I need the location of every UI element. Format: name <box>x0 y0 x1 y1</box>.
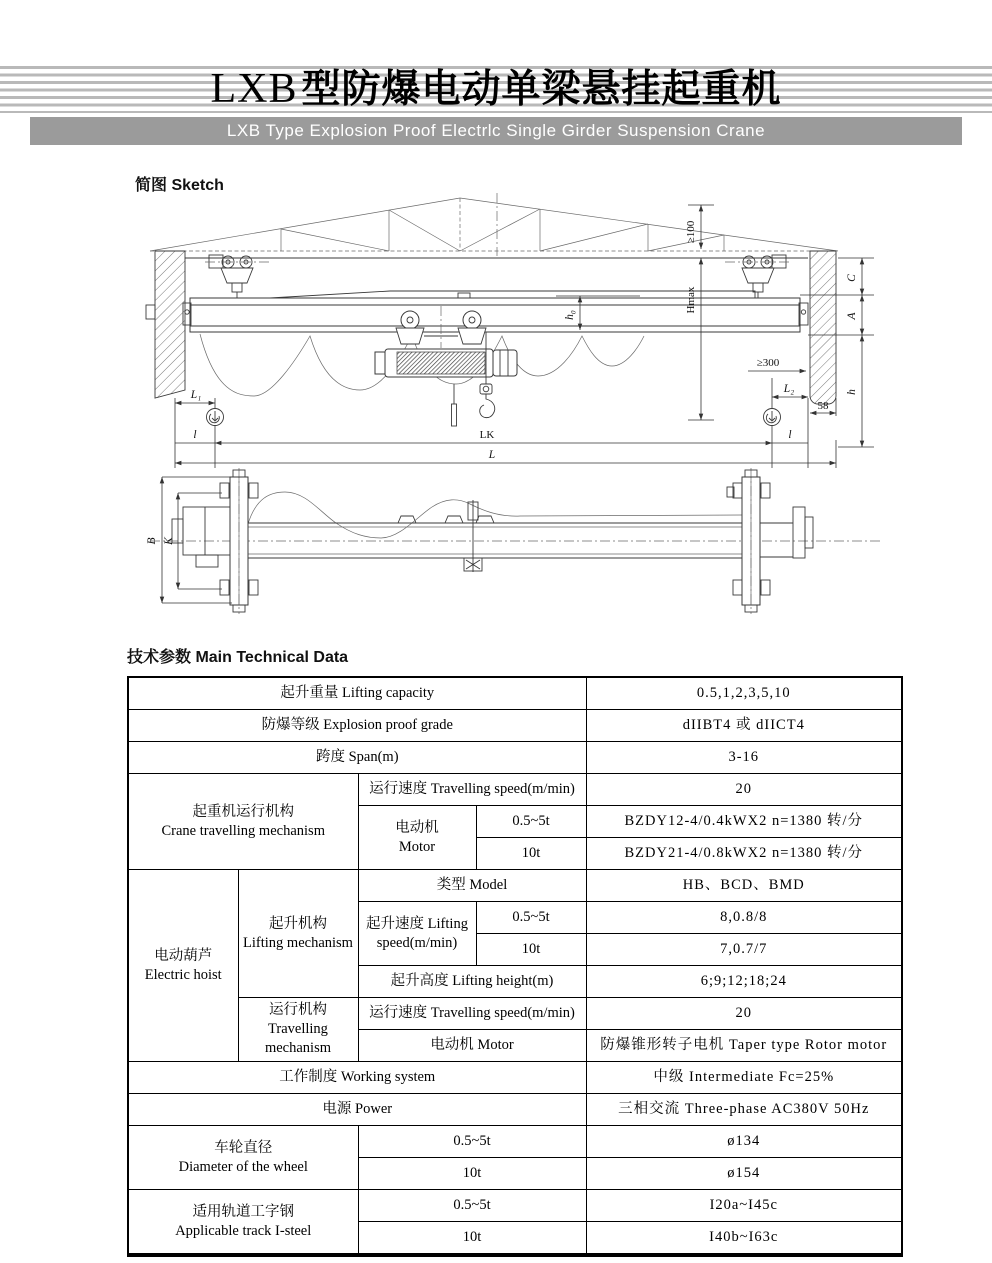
row-value: 20 <box>586 774 902 806</box>
row-condition: 0.5~5t <box>358 1190 586 1222</box>
dim-label-l-right: l <box>788 429 792 441</box>
row-label: 类型 Model <box>358 870 586 902</box>
table-row <box>128 1094 902 1126</box>
group-label-electric-hoist: 电动葫芦 Electric hoist <box>128 870 238 1062</box>
row-label: 工作制度 Working system <box>128 1062 586 1094</box>
row-value: 三相交流 Three-phase AC380V 50Hz <box>586 1094 902 1126</box>
row-value: 7,0.7/7 <box>586 934 902 966</box>
row-value: 3-16 <box>586 742 902 774</box>
table-section-title: 技术参数 Main Technical Data <box>127 649 349 666</box>
row-condition: 0.5~5t <box>476 806 586 838</box>
dim-label-ge100: ≥100 <box>685 220 697 244</box>
roof-truss <box>150 193 838 256</box>
dim-b <box>146 477 232 603</box>
table-row <box>128 1062 902 1094</box>
row-value: 20 <box>586 998 902 1030</box>
row-condition: 10t <box>358 1158 586 1190</box>
dim-label-k: K <box>163 537 175 545</box>
technical-data-table <box>127 676 903 1257</box>
dim-label-lk: LK <box>479 429 495 441</box>
row-value: BZDY12-4/0.4kWX2 n=1380 转/分 <box>586 806 902 838</box>
dim-label-l1: L₁ <box>190 389 202 401</box>
hoist-hook <box>452 332 495 426</box>
table-row <box>128 710 902 742</box>
page-title-prefix: LXB <box>210 66 298 112</box>
group-label-motor: 电动机 Motor <box>358 806 476 870</box>
row-value: dIIBT4 或 dIICT4 <box>586 710 902 742</box>
end-truck-left <box>172 468 258 614</box>
group-label-wheel-diameter: 车轮直径 Diameter of the wheel <box>128 1126 358 1190</box>
page-title-cn: 型防爆电动单梁悬挂起重机 <box>301 67 782 112</box>
suspension-trolley-right <box>725 255 790 298</box>
dim-ge300 <box>748 357 806 371</box>
row-value: 中级 Intermediate Fc=25% <box>586 1062 902 1094</box>
dim-label-l2: L₂ <box>783 383 795 395</box>
plan-view <box>146 468 880 614</box>
left-wall-hatch <box>146 251 185 398</box>
row-condition: 10t <box>476 934 586 966</box>
row-label: 跨度 Span(m) <box>128 742 586 774</box>
row-condition: 10t <box>358 1222 586 1256</box>
row-label: 起升重量 Lifting capacity <box>128 677 586 710</box>
dim-label-a: A <box>846 312 858 320</box>
main-girder-elevation <box>183 291 808 332</box>
dim-label-L: L <box>488 449 496 461</box>
table-row <box>128 1190 902 1222</box>
dim-label-58: 58 <box>817 400 829 412</box>
table-row <box>128 1126 902 1158</box>
dim-l2 <box>772 383 808 397</box>
crane-sketch-drawing <box>115 192 895 637</box>
row-label: 电动机 Motor <box>358 1030 586 1062</box>
dim-lk-l <box>175 398 836 468</box>
dim-label-b: B <box>146 537 158 545</box>
row-value: 0.5,1,2,3,5,10 <box>586 677 902 710</box>
table-row <box>128 774 902 806</box>
sketch-section-title: 简图 Sketch <box>135 177 224 194</box>
dim-label-h0: h₀ <box>564 310 576 320</box>
table-row <box>128 742 902 774</box>
row-value: 防爆锥形转子电机 Taper type Rotor motor <box>586 1030 902 1062</box>
row-label-lift-speed: 起升速度 Lifting speed(m/min) <box>358 902 476 966</box>
right-wall-hatch <box>810 251 836 404</box>
group-label-crane-travel: 起重机运行机构 Crane travelling mechanism <box>128 774 358 870</box>
row-value: BZDY21-4/0.8kWX2 n=1380 转/分 <box>586 838 902 870</box>
dim-label-hmax: Hmax <box>685 286 697 314</box>
group-label-track-steel: 适用轨道工字钢 Applicable track I-steel <box>128 1190 358 1256</box>
table-row <box>128 998 902 1030</box>
row-value: HB、BCD、BMD <box>586 870 902 902</box>
table-row <box>128 677 902 710</box>
row-condition: 0.5~5t <box>476 902 586 934</box>
row-value: 8,0.8/8 <box>586 902 902 934</box>
dim-ge100 <box>685 205 714 249</box>
dim-label-h: h <box>846 389 858 395</box>
row-label: 防爆等级 Explosion proof grade <box>128 710 586 742</box>
row-value: I20a~I45c <box>586 1190 902 1222</box>
dim-label-ge300: ≥300 <box>756 357 780 369</box>
row-label: 电源 Power <box>128 1094 586 1126</box>
dim-label-c: C <box>846 274 858 282</box>
subtitle-text: LXB Type Explosion Proof Electrlc Single Girder Suspension Crane <box>226 121 766 140</box>
row-label: 运行速度 Travelling speed(m/min) <box>358 998 586 1030</box>
row-value: I40b~I63c <box>586 1222 902 1256</box>
page-title <box>0 64 992 114</box>
group-label-lifting-mechanism: 起升机构 Lifting mechanism <box>238 870 358 998</box>
row-label: 运行速度 Travelling speed(m/min) <box>358 774 586 806</box>
row-value: ø134 <box>586 1126 902 1158</box>
suspension-trolley-left <box>205 255 270 298</box>
row-condition: 10t <box>476 838 586 870</box>
row-value: ø154 <box>586 1158 902 1190</box>
group-label-travel-mechanism: 运行机构 Travelling mechanism <box>238 998 358 1062</box>
row-value: 6;9;12;18;24 <box>586 966 902 998</box>
dim-hmax <box>685 258 714 420</box>
dim-label-l-left: l <box>193 429 197 441</box>
row-label: 起升高度 Lifting height(m) <box>358 966 586 998</box>
subtitle-bar <box>30 117 962 145</box>
row-condition: 0.5~5t <box>358 1126 586 1158</box>
table-row <box>128 870 902 902</box>
